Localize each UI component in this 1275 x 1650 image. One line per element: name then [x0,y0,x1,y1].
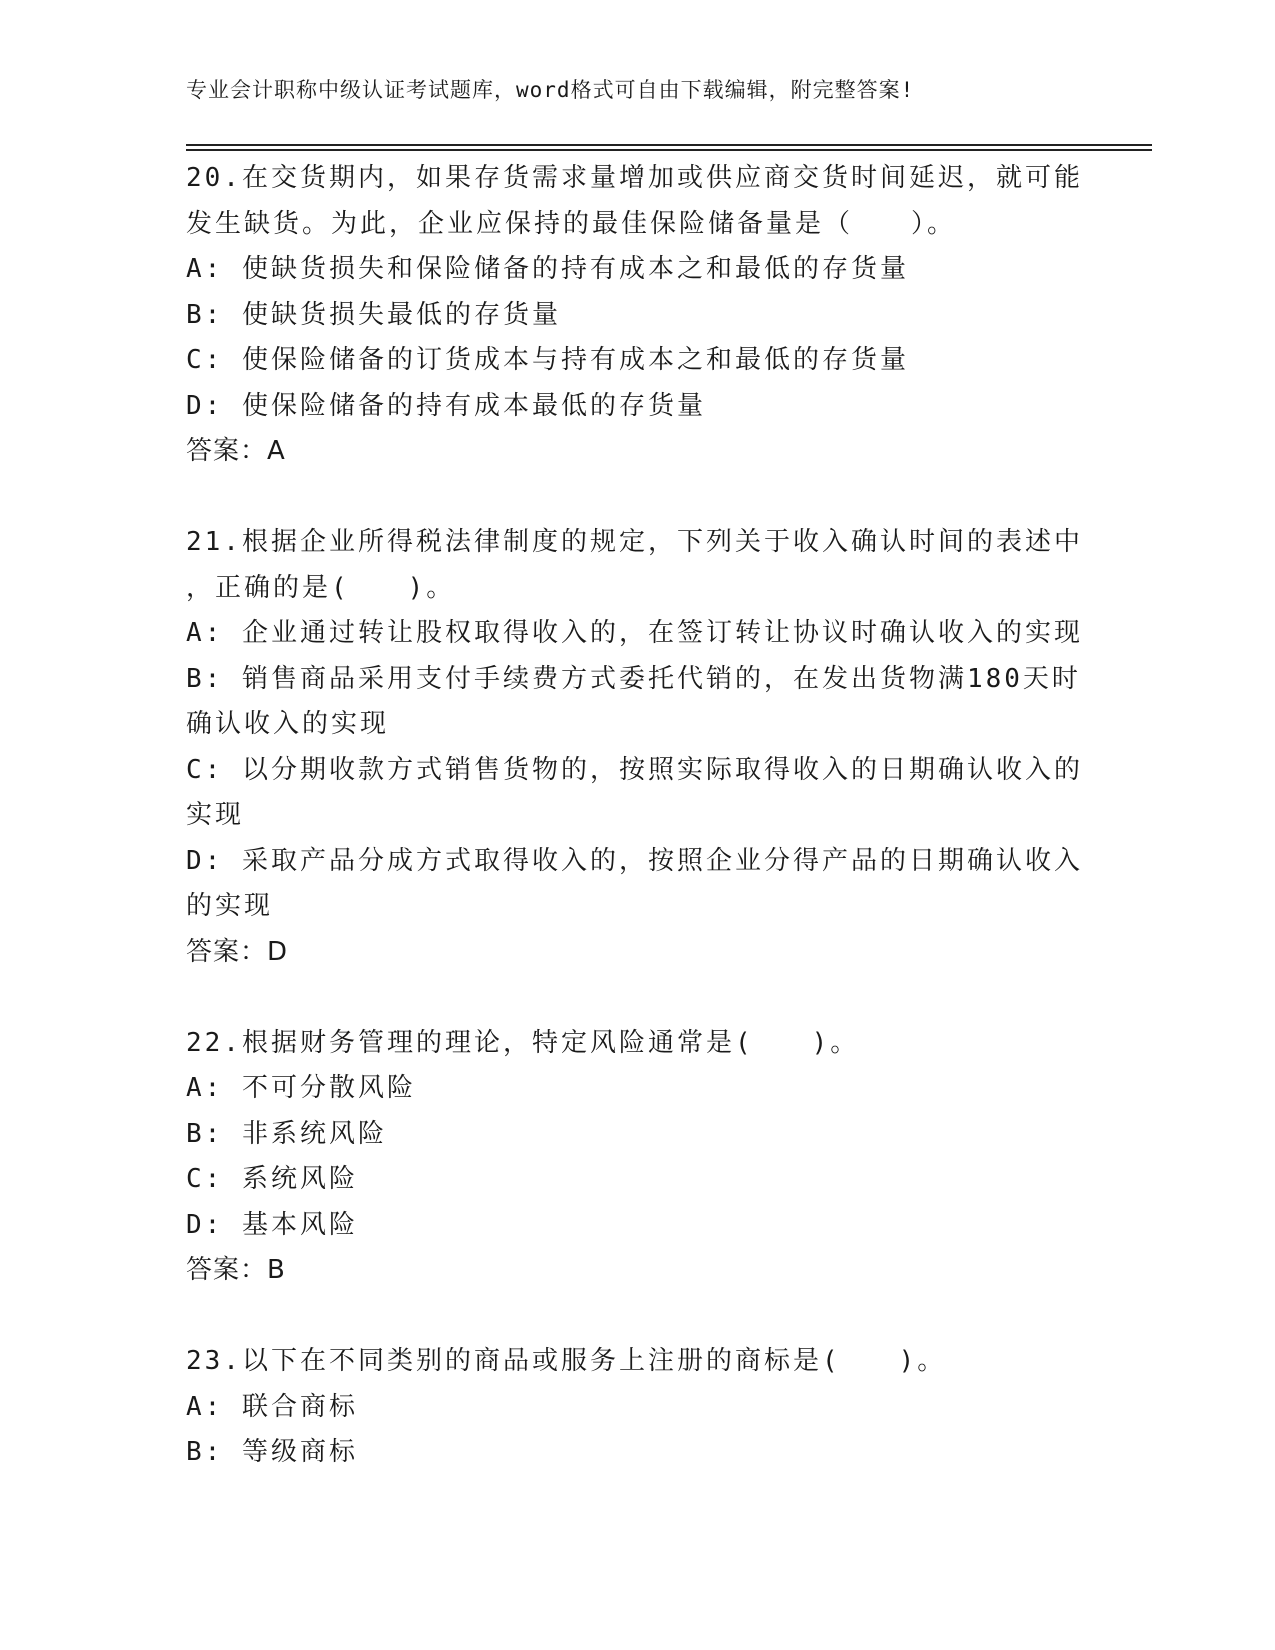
question-stem-line: 22.根据财务管理的理论，特定风险通常是( )。 [186,1027,860,1058]
header-rule-top [186,144,1152,146]
option-a: A: 使缺货损失和保险储备的持有成本之和最低的存货量 [186,254,909,284]
option-c: C: 以分期收款方式销售货物的，按照实际取得收入的日期确认收入的 [186,754,1083,785]
question-stem-line: 20.在交货期内，如果存货需求量增加或供应商交货时间延迟，就可能 [186,163,1083,193]
answer-label: 答案：D [186,936,289,967]
question-21 [186,520,1083,975]
question-22 [186,1021,1066,1294]
question-20 [186,156,1083,475]
option-a: A: 企业通过转让股权取得收入的，在签订转让协议时确认收入的实现 [186,618,1083,648]
option-a: A: 联合商标 [186,1391,358,1422]
option-d: D: 使保险储备的持有成本最低的存货量 [186,390,706,421]
question-spacer [186,1294,1066,1340]
option-d: D: 采取产品分成方式取得收入的，按照企业分得产品的日期确认收入 [186,845,1083,876]
option-b: B: 销售商品采用支付手续费方式委托代销的，在发出货物满180天时 [186,663,1081,694]
page-header: 专业会计职称中级认证考试题库，word格式可自由下载编辑，附完整答案! [186,78,915,102]
question-list [186,156,1083,1476]
answer-label: 答案：A [186,436,286,466]
header-rule-bottom [186,149,1152,151]
question-stem-line: ，正确的是( )。 [186,572,456,603]
option-a: A: 不可分散风险 [186,1073,416,1103]
option-b: B: 使缺货损失最低的存货量 [186,299,561,330]
question-23 [186,1339,1066,1476]
answer-label: 答案：B [186,1255,286,1285]
option-b-continued: 确认收入的实现 [186,709,390,739]
question-stem-line: 21.根据企业所得税法律制度的规定，下列关于收入确认时间的表述中 [186,527,1083,557]
question-stem-line: 发生缺货。为此，企业应保持的最佳保险储备量是（ ）。 [186,208,957,239]
option-d: D: 基本风险 [186,1209,358,1240]
option-b: B: 非系统风险 [186,1118,387,1149]
option-c-continued: 实现 [186,800,245,830]
option-b: B: 等级商标 [186,1437,358,1467]
option-c: C: 使保险储备的订货成本与持有成本之和最低的存货量 [186,345,909,375]
question-spacer [186,475,1066,521]
question-spacer [186,975,1066,1021]
question-stem-line: 23.以下在不同类别的商品或服务上注册的商标是( )。 [186,1346,947,1376]
option-c: C: 系统风险 [186,1164,358,1194]
option-d-continued: 的实现 [186,891,274,921]
